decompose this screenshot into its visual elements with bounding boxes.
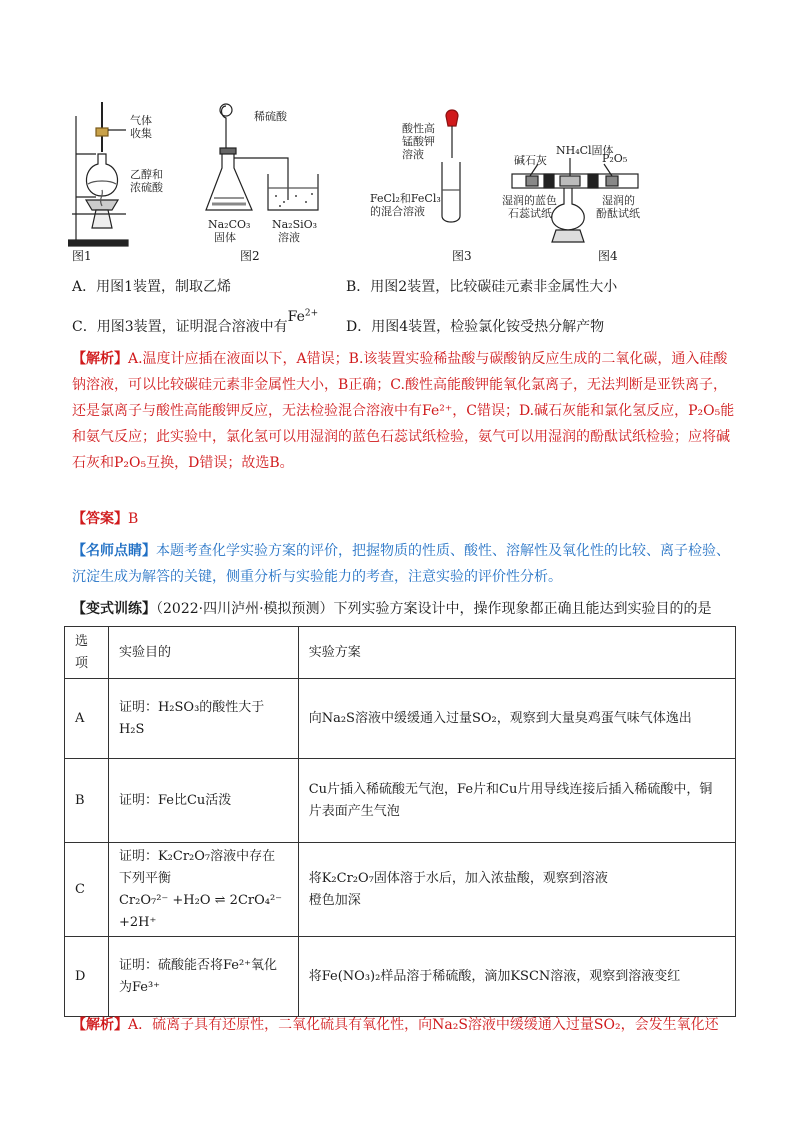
table-row [65,679,736,759]
row-d-goal: 证明：硫酸能否将Fe²⁺氧化为Fe³⁺ [108,937,298,1017]
fig1-label-gas [130,113,152,140]
fig3-label-mix-line2: 的混合溶液 [370,205,425,218]
table-row [65,843,736,937]
fig1-label-gas-line1: 气体 [130,114,152,127]
answer-value: B [128,511,139,527]
header-goal: 实验目的 [108,627,298,679]
answer-section [72,506,138,532]
fig4-label-blue-line1: 湿润的蓝色 [502,194,557,207]
fig4-label-phenol-line2: 酚酞试纸 [596,207,640,220]
header-plan: 实验方案 [298,627,735,679]
fig4-label-soda: 碱石灰 [514,154,547,167]
fig3-label-kmno4-line1: 酸性高 [402,122,435,135]
table-row [65,937,736,1017]
row-d-plan: 将Fe(NO₃)₂样品溶于稀硫酸，滴加KSCN溶液，观察到溶液变红 [298,937,735,1017]
option-c-ion [288,309,319,325]
fig4-caption: 图4 [598,249,618,263]
analysis2-text: A．硫离子具有还原性，二氧化硫具有氧化性，向Na₂S溶液中缓缓通入过量SO₂，会发生氧化还 [128,1017,719,1033]
table-row [65,759,736,843]
row-b-goal: 证明：Fe比Cu活泼 [108,759,298,843]
row-a-goal: 证明：H₂SO₃的酸性大于H₂S [108,679,298,759]
answer-tag: 【答案】 [72,511,128,527]
analysis2-section [72,1012,738,1038]
tip-text: 本题考查化学实验方案的评价，把握物质的性质、酸性、溶解性及氧化性的比较、离子检验、沉淀生成为解答的关键，侧重分析与实验能力的考查，注意实验的评价性分析。 [72,543,730,585]
fig4-label-blue-line2: 石蕊试纸 [508,207,552,220]
fig2-label-acid: 稀硫酸 [254,110,287,123]
fig4-label-nh4cl: NH₄Cl固体 [556,144,614,157]
fig4-label-blue [502,193,557,220]
option-c-ion-symbol: Fe [287,309,305,325]
fig3-caption: 图3 [452,249,472,263]
figure3-apparatus [442,110,460,222]
row-c-goal-cell [108,843,298,937]
fig1-label-reagent [130,167,164,194]
option-c-text: C．用图3装置，证明混合溶液中有 [72,319,288,335]
row-b-plan: Cu片插入稀硫酸无气泡，Fe片和Cu片用导线连接后插入稀硫酸中，铜片表面产生气泡 [298,759,735,843]
fig2-label-right-line1: Na₂SiO₃ [272,218,318,231]
table-header-row [65,627,736,679]
variant-tag: 【变式训练】 [72,601,156,617]
apparatus-drawings [68,92,728,260]
fig2-label-right [272,218,317,244]
fig1-label-reagent-line1: 乙醇和 [130,168,163,181]
fig3-label-mix-line1: FeCl₂和FeCl₃ [370,192,441,205]
row-c-equation: Cr₂O₇²⁻ +H₂O ⇌ 2CrO₄²⁻ +2H⁺ [118,892,283,930]
fig2-label-left [208,218,250,244]
option-c [72,308,319,336]
row-c-option: C [65,843,109,937]
fig4-label-phenol [596,194,640,220]
header-option: 选 项 [65,627,109,679]
variant-text: （2022·四川泸州·模拟预测）下列实验方案设计中，操作现象都正确且能达到实验目的的是 [156,601,712,617]
row-d-option: D [65,937,109,1017]
row-c-goal: 证明：K₂Cr₂O₇溶液中存在下列平衡 [118,848,276,886]
row-a-option: A [65,679,109,759]
fig1-label-gas-line2: 收集 [130,127,152,140]
fig3-label-mix [370,192,441,218]
row-c-plan: 将K₂Cr₂O₇固体溶于水后，加入浓盐酸，观察到溶液 [308,870,608,886]
option-b: B．用图2装置，比较碳硅元素非金属性大小 [346,279,618,295]
fig3-label-kmno4 [402,121,435,161]
variant-section [72,598,712,618]
analysis2-tag: 【解析】 [72,1017,128,1033]
experiment-table [64,626,736,1017]
option-c-ion-charge: 2+ [304,308,319,319]
option-d: D．用图4装置，检验氯化铵受热分解产物 [346,319,605,335]
analysis-section [72,346,738,476]
row-c-plan-cell [298,843,735,937]
analysis-text: A.温度计应插在液面以下，A错误；B.该装置实验稀盐酸与碳酸钠反应生成的二氧化碳，通入硅酸钠溶液，可以比较碳硅元素非金属性大小，B正确；C.酸性高能酸钾能氧化氯离子，无法判断是亚铁离子，还是氯离子与酸性高能酸钾反应，无法检验混合溶液中有Fe²⁺，C错误；D.碱石灰能和氯化氢反应，P₂O₅能和氨气反应；此实验中，氯化氢可以用湿润的蓝色石蕊试纸检验，氨气可以用湿润的酚酞试纸检验；应将碱石灰和P₂O₅互换，D错误；故选B。 [72,351,735,471]
row-c-plan-result: 橙色加深 [308,892,361,908]
fig2-label-left-line2: 固体 [214,231,236,244]
fig2-label-right-line2: 溶液 [278,231,300,244]
analysis-tag: 【解析】 [72,351,128,367]
fig1-caption: 图1 [72,249,92,263]
fig4-label-phenol-line1: 湿润的 [602,194,635,207]
option-a: A．用图1装置，制取乙烯 [72,279,232,295]
tip-section [72,538,738,590]
fig2-caption: 图2 [240,249,260,263]
row-a-plan: 向Na₂S溶液中缓缓通入过量SO₂，观察到大量臭鸡蛋气味气体逸出 [298,679,735,759]
fig1-label-reagent-line2: 浓硫酸 [130,181,163,194]
fig3-label-kmno4-line3: 溶液 [402,148,424,161]
row-b-option: B [65,759,109,843]
tip-tag: 【名师点睛】 [72,543,156,559]
experiment-figures [68,92,728,260]
fig2-label-left-line1: Na₂CO₃ [208,218,251,231]
fig3-label-kmno4-line2: 锰酸钾 [402,135,435,148]
figure1-apparatus [68,102,128,246]
fig4-label-p2o5: P₂O₅ [602,152,628,165]
